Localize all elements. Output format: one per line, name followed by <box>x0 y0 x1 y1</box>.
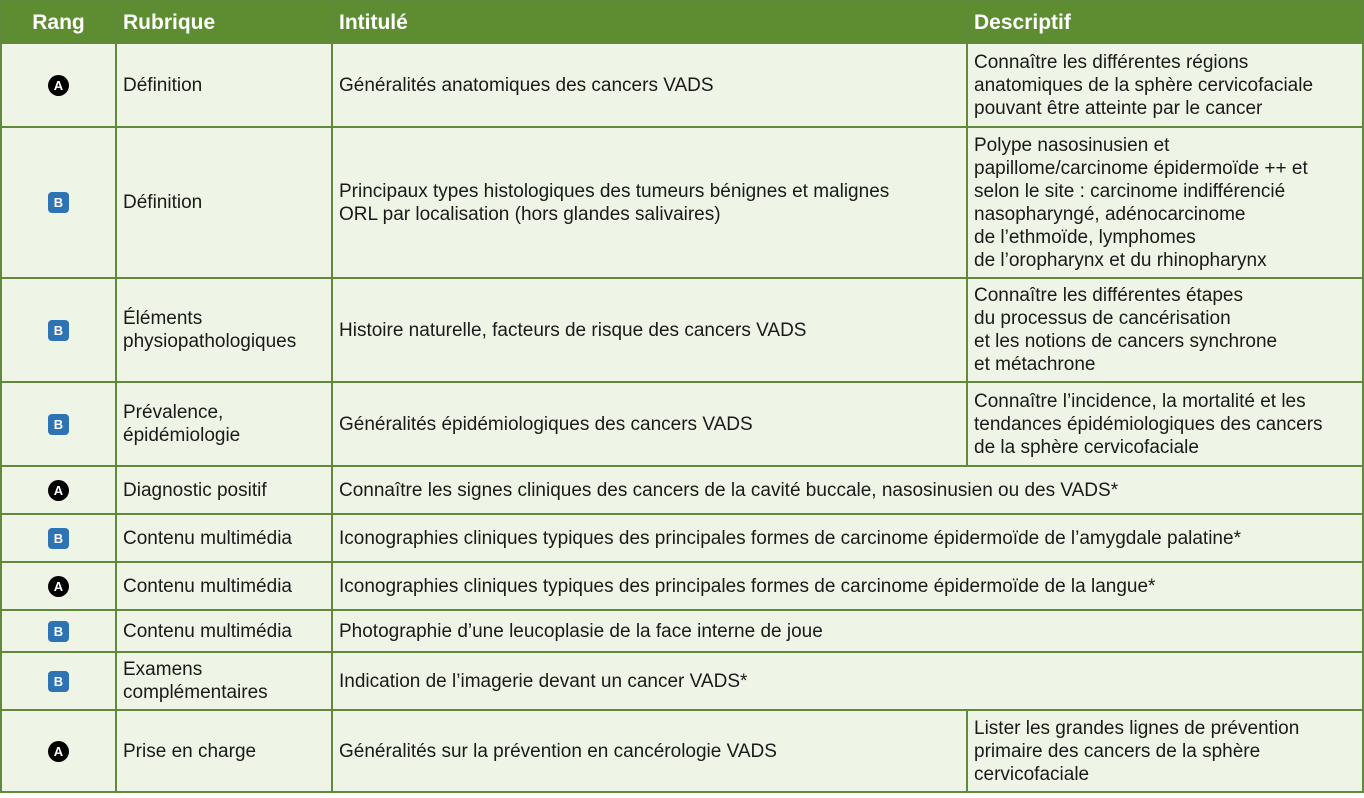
rang-cell <box>1 466 116 514</box>
rang-cell <box>1 562 116 610</box>
cell-line: Définition <box>123 74 203 96</box>
cell-line: Lister les grandes lignes de prévention <box>974 717 1300 739</box>
cell-line: tendances épidémiologiques des cancers <box>974 413 1323 435</box>
cell-line: papillome/carcinome épidermoïde ++ et <box>974 157 1308 179</box>
cell-line: physiopathologiques <box>123 331 297 352</box>
rang-a-badge-icon: A <box>48 576 69 597</box>
cell-line: Histoire naturelle, facteurs de risque des cancers VADS <box>339 319 807 341</box>
rubrique-cell <box>116 466 332 514</box>
cell-line: Contenu multimédia <box>123 527 292 549</box>
cell-line: Indication de l’imagerie devant un cancer VADS* <box>339 670 748 692</box>
rubrique-cell <box>116 652 332 710</box>
rang-b-badge-icon: B <box>48 320 69 341</box>
cell-line: Diagnostic positif <box>123 479 267 501</box>
intitule-cell <box>332 466 1363 514</box>
cell-line: Connaître l’incidence, la mortalité et les <box>974 390 1306 412</box>
rang-a-badge-icon: A <box>48 741 69 762</box>
cell-line: Éléments <box>123 308 203 329</box>
rang-b-badge-icon: B <box>48 414 69 435</box>
cell-line: Prévalence, <box>123 402 224 423</box>
cell-line: Connaître les signes cliniques des cancers de la cavité buccale, nasosinusien ou des VADS* <box>339 479 1119 501</box>
rang-cell <box>1 610 116 652</box>
cell-line: Iconographies cliniques typiques des principales formes de carcinome épidermoïde de l’amygdale palatine* <box>339 527 1241 549</box>
rang-cell <box>1 652 116 710</box>
rubrique-cell <box>116 278 332 382</box>
header-rang: Rang <box>1 1 116 43</box>
rang-cell <box>1 710 116 792</box>
rubrique-cell <box>116 127 332 278</box>
cell-line: Contenu multimédia <box>123 620 292 642</box>
descriptif-cell <box>967 43 1363 127</box>
rang-cell <box>1 514 116 562</box>
cell-line: Généralités sur la prévention en cancérologie VADS <box>339 740 777 762</box>
cell-line: de l’ethmoïde, lymphomes <box>974 226 1196 248</box>
table-row <box>1 710 1363 792</box>
intitule-cell <box>332 514 1363 562</box>
cell-line: primaire des cancers de la sphère <box>974 740 1261 762</box>
rubrique-cell <box>116 562 332 610</box>
cell-line: anatomiques de la sphère cervicofaciale <box>974 74 1314 96</box>
intitule-cell <box>332 43 967 127</box>
cell-line: Contenu multimédia <box>123 575 292 597</box>
intitule-cell <box>332 610 1363 652</box>
descriptif-cell <box>967 710 1363 792</box>
table-row <box>1 652 1363 710</box>
intitule-cell <box>332 127 967 278</box>
intitule-cell <box>332 382 967 466</box>
rang-cell <box>1 278 116 382</box>
cell-line: de la sphère cervicofaciale <box>974 436 1199 458</box>
table-row <box>1 43 1363 127</box>
table-row <box>1 610 1363 652</box>
rang-cell <box>1 127 116 278</box>
rang-a-badge-icon: A <box>48 75 69 96</box>
descriptif-cell <box>967 382 1363 466</box>
table-row <box>1 466 1363 514</box>
rang-b-badge-icon: B <box>48 192 69 213</box>
cell-line: Iconographies cliniques typiques des principales formes de carcinome épidermoïde de la langue* <box>339 575 1156 597</box>
cell-line: Connaître les différentes régions <box>974 51 1249 73</box>
rang-b-badge-icon: B <box>48 528 69 549</box>
table-row <box>1 382 1363 466</box>
rang-b-badge-icon: B <box>48 621 69 642</box>
cell-line: nasopharyngé, adénocarcinome <box>974 203 1246 225</box>
cell-line: ORL par localisation (hors glandes salivaires) <box>339 203 721 225</box>
rubrique-cell <box>116 514 332 562</box>
rubrique-cell <box>116 43 332 127</box>
cell-line: Photographie d’une leucoplasie de la face interne de joue <box>339 620 823 642</box>
intitule-cell <box>332 710 967 792</box>
rubrique-cell <box>116 610 332 652</box>
table-row <box>1 278 1363 382</box>
cell-line: épidémiologie <box>123 425 241 446</box>
cell-line: Généralités épidémiologiques des cancers VADS <box>339 413 753 435</box>
intitule-cell <box>332 652 1363 710</box>
cell-line: Examens <box>123 659 203 680</box>
descriptif-cell <box>967 278 1363 382</box>
descriptif-cell <box>967 127 1363 278</box>
intitule-cell <box>332 562 1363 610</box>
rubrique-cell <box>116 710 332 792</box>
cell-line: complémentaires <box>123 682 268 703</box>
cell-line: Connaître les différentes étapes <box>974 285 1243 306</box>
cell-line: Prise en charge <box>123 740 257 762</box>
cell-line: du processus de cancérisation <box>974 308 1231 329</box>
cell-line: et les notions de cancers synchrone <box>974 331 1278 352</box>
rang-b-badge-icon: B <box>48 671 69 692</box>
cell-line: Définition <box>123 192 203 213</box>
header-row <box>1 1 1363 43</box>
cell-line: pouvant être atteinte par le cancer <box>974 97 1263 119</box>
cell-line: selon le site : carcinome indifférencié <box>974 180 1286 202</box>
table-row <box>1 127 1363 278</box>
table-row <box>1 514 1363 562</box>
cell-line: cervicofaciale <box>974 763 1090 785</box>
table-row <box>1 562 1363 610</box>
header-descriptif: Descriptif <box>967 1 1363 43</box>
cell-line: Polype nasosinusien et <box>974 134 1170 156</box>
rubrique-cell <box>116 382 332 466</box>
cell-line: et métachrone <box>974 354 1096 375</box>
header-intitule: Intitulé <box>332 1 967 43</box>
cell-line: Principaux types histologiques des tumeurs bénignes et malignes <box>339 180 890 202</box>
rang-cell <box>1 382 116 466</box>
cell-line: de l’oropharynx et du rhinopharynx <box>974 249 1267 271</box>
intitule-cell <box>332 278 967 382</box>
header-rubrique: Rubrique <box>116 1 332 43</box>
rang-a-badge-icon: A <box>48 480 69 501</box>
table-body <box>1 43 1363 792</box>
cell-line: Généralités anatomiques des cancers VADS <box>339 74 714 96</box>
rang-cell <box>1 43 116 127</box>
